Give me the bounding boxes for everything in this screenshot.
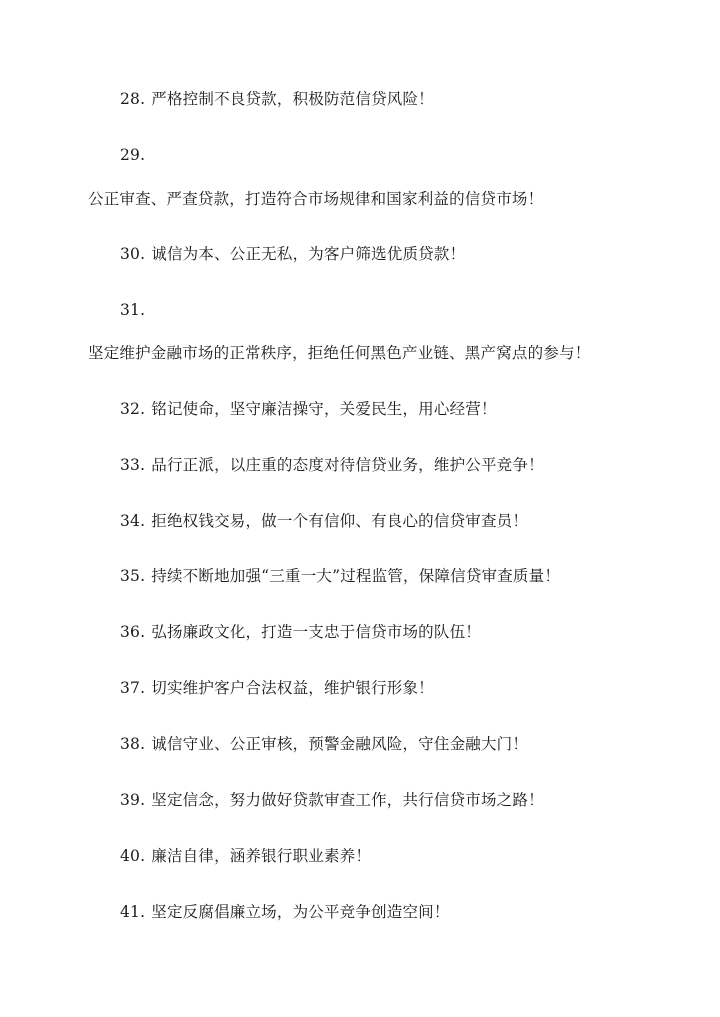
item-number: 33. xyxy=(120,456,146,474)
list-item-31-text xyxy=(88,343,590,363)
item-text: 切实维护客户合法权益，维护银行形象！ xyxy=(151,679,434,697)
item-number: 37. xyxy=(120,679,146,697)
item-number: 40. xyxy=(120,847,146,865)
item-text: 弘扬廉政文化，打造一支忠于信贷市场的队伍！ xyxy=(151,623,481,641)
item-text: 严格控制不良贷款，积极防范信贷风险！ xyxy=(151,90,434,108)
list-item-36 xyxy=(120,622,481,642)
item-text: 坚定信念，努力做好贷款审查工作，共行信贷市场之路！ xyxy=(151,791,544,809)
item-text: 诚信守业、公正审核，预警金融风险，守住金融大门！ xyxy=(151,735,529,753)
item-number: 28. xyxy=(120,90,146,108)
item-number: 38. xyxy=(120,735,146,753)
list-item-35 xyxy=(120,566,560,586)
item-number: 34. xyxy=(120,512,146,530)
item-number: 29. xyxy=(120,146,146,164)
item-number: 39. xyxy=(120,791,146,809)
list-item-29-number xyxy=(120,145,151,165)
list-item-37 xyxy=(120,678,434,698)
item-number: 31. xyxy=(120,301,146,319)
item-number: 35. xyxy=(120,567,146,585)
list-item-34 xyxy=(120,511,528,531)
item-number: 30. xyxy=(120,245,146,263)
item-text: 坚定维护金融市场的正常秩序，拒绝任何黑色产业链、黑产窝点的参与！ xyxy=(88,344,591,362)
item-text: 铭记使命，坚守廉洁操守，关爱民生，用心经营！ xyxy=(151,400,497,418)
item-number: 36. xyxy=(120,623,146,641)
list-item-30 xyxy=(120,244,465,264)
list-item-28 xyxy=(120,89,434,109)
item-text: 持续不断地加强“三重一大”过程监管，保障信贷审查质量！ xyxy=(151,567,561,585)
item-text: 拒绝权钱交易，做一个有信仰、有良心的信贷审查员！ xyxy=(151,512,529,530)
list-item-38 xyxy=(120,734,528,754)
list-item-33 xyxy=(120,455,544,475)
list-item-40 xyxy=(120,846,371,866)
item-number: 41. xyxy=(120,903,146,921)
item-text: 坚定反腐倡廉立场，为公平竞争创造空间！ xyxy=(151,903,450,921)
list-item-39 xyxy=(120,790,544,810)
list-item-31-number xyxy=(120,300,151,320)
item-text: 诚信为本、公正无私，为客户筛选优质贷款！ xyxy=(151,245,466,263)
item-number: 32. xyxy=(120,400,146,418)
item-text: 公正审查、严查贷款，打造符合市场规律和国家利益的信贷市场！ xyxy=(88,190,544,208)
item-text: 品行正派，以庄重的态度对待信贷业务，维护公平竞争！ xyxy=(151,456,544,474)
item-text: 廉洁自律，涵养银行职业素养！ xyxy=(151,847,372,865)
list-item-32 xyxy=(120,399,497,419)
list-item-29-text xyxy=(88,189,543,209)
list-item-41 xyxy=(120,902,450,922)
